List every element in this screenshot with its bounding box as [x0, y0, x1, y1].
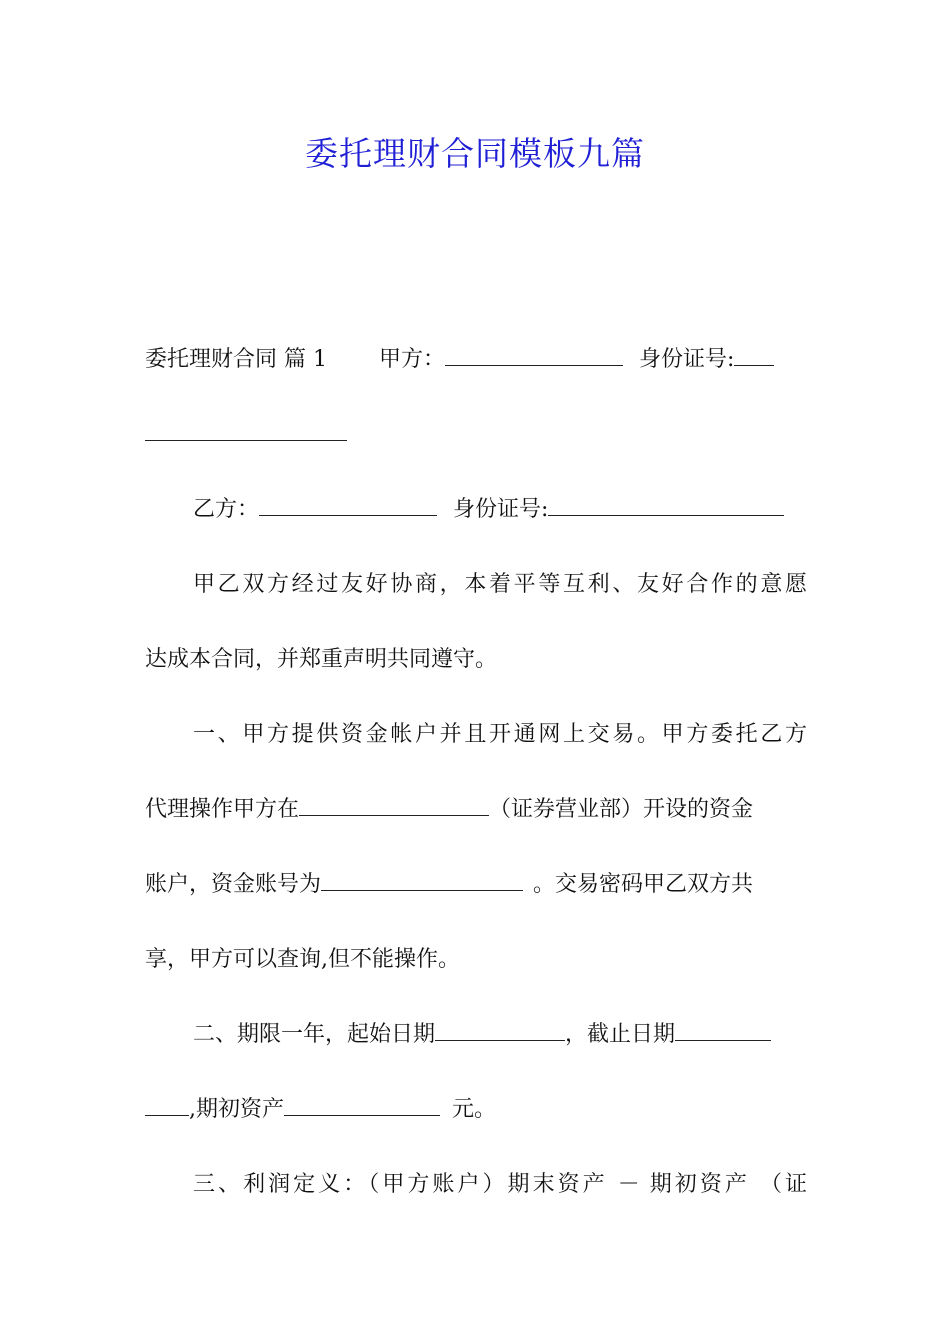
clause-2-line-2 [145, 1095, 807, 1125]
end-date-blank-cont[interactable] [145, 1095, 189, 1116]
party-a-id-label: 身份证号: [639, 347, 735, 372]
party-a-id-blank[interactable] [734, 345, 774, 366]
contract-heading-line [145, 345, 807, 375]
party-b-blank[interactable] [259, 495, 437, 516]
clause-1-line-1: 一、甲方提供资金帐户并且开通网上交易。甲方委托乙方 [193, 722, 807, 747]
account-number-blank[interactable] [321, 870, 523, 891]
paragraph-intro-line-2: 达成本合同，并郑重声明共同遵守。 [145, 647, 498, 672]
clause-2-text-a: 二、期限一年，起始日期 [193, 1022, 436, 1047]
party-a-label: 甲方： [378, 347, 445, 372]
end-date-blank[interactable] [675, 1020, 771, 1041]
clause-1-text-d: 。交易密码甲乙双方共 [533, 872, 754, 897]
start-date-blank[interactable] [435, 1020, 565, 1041]
party-b-label: 乙方： [193, 497, 260, 522]
party-b-line [193, 495, 807, 525]
clause-1-line-2 [145, 795, 807, 825]
clause-1-text-c: 账户，资金账号为 [145, 872, 322, 897]
party-a-id-continuation [145, 420, 807, 450]
party-a-id-blank-cont[interactable] [145, 420, 347, 441]
contract-heading: 委托理财合同 篇 1 [145, 347, 327, 372]
clause-2-text-b: ，截止日期 [565, 1022, 676, 1047]
clause-1-text-a: 代理操作甲方在 [145, 797, 300, 822]
clause-1-text-b: （证券营业部）开设的资金 [489, 797, 754, 822]
party-b-id-blank[interactable] [548, 495, 784, 516]
clause-1-line-3 [145, 870, 807, 900]
clause-2-line-1 [193, 1020, 807, 1050]
party-a-blank[interactable] [445, 345, 623, 366]
clause-2-text-d: 元。 [452, 1097, 497, 1122]
initial-assets-blank[interactable] [284, 1095, 440, 1116]
document-title: 委托理财合同模板九篇 [305, 134, 645, 173]
party-b-id-label: 身份证号: [453, 497, 549, 522]
paragraph-intro-line-1: 甲乙双方经过友好协商，本着平等互利、友好合作的意愿 [193, 572, 807, 597]
brokerage-blank[interactable] [299, 795, 489, 816]
clause-2-text-c: ,期初资产 [189, 1097, 284, 1122]
clause-3-line-1: 三、利润定义：（甲方账户）期末资产 － 期初资产 （证 [193, 1172, 807, 1197]
clause-1-line-4: 享，甲方可以查询,但不能操作。 [145, 947, 460, 972]
